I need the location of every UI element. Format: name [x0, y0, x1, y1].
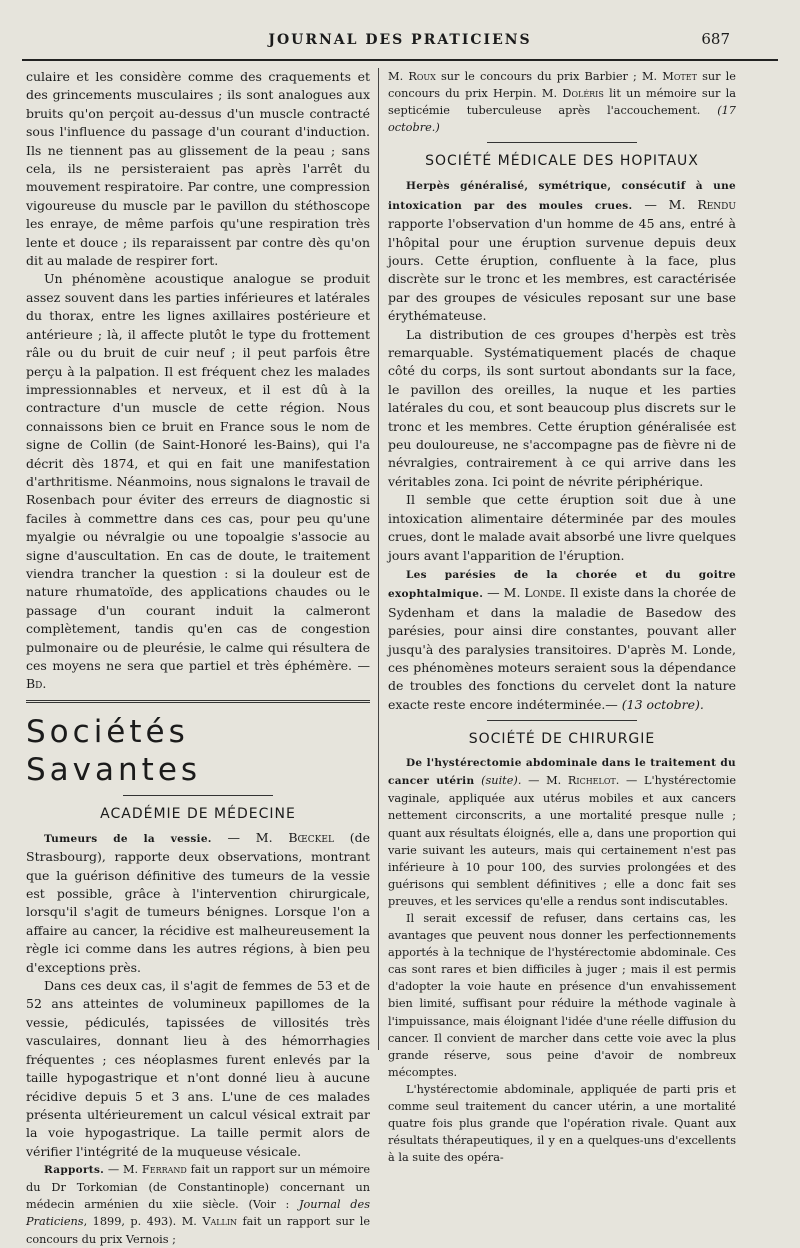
paragraph-text: rapporte l'observation d'un homme de 45 ans, entré à l'hôpital pour une éruption survenue depuis deux jours. Cette éruption, confluente à la face, plus discrète sur le tronc et les membres, est caractérisée par des groupes de vésicules reposant sur une base érythémateuse. — [388, 216, 736, 324]
paragraph — [388, 754, 736, 910]
page-number: 687 — [701, 30, 730, 48]
paragraph-text: fait un rapport sur le concours du prix Vernois ; — [26, 1215, 371, 1246]
paragraph: culaire et les considère comme des craquements et des grincements musculaires ; ils sont analogues aux bruits qu'on perçoit au-dessus d'un muscle contracté sous l'influence du passage d'un courant d'induction. Ils ne tiennent pas au glissement de la peau ; sans cela, ils ne persisteraient pas après l'arrêt du mouvement respiratoire. Par contre, une compression vigoureuse du muscle par le pavillon du stéthoscope les enraye, de même parfois qu'une respiration très lente et douce ; ils reparaissent par contre dès qu'on dit au malade de respirer fort. — [26, 69, 370, 269]
paragraph-text: lit un mémoire sur la septicémie tuberculeuse après l'accouchement. — [388, 87, 737, 118]
run-in-heading: Tumeurs de la vessie. — [44, 832, 212, 845]
paragraph-text: — M. — [483, 585, 521, 601]
paragraph-text: . — L'hystérectomie vaginale, appliquée aux utérus mobiles et aux cancers nettement circonscrits, a une mortalité presque nulle ; quant aux résultats éloignés, elle a, dans une proportion qui varie suivant les auteurs, mais qui certainement n'est pas inférieure à 10 pour 100, des survies prolongées et des guérisons qui semblent définitives ; elle a donc fait ses preuves, et les services qu'elle a rendus sont indiscutables. — [388, 774, 737, 908]
society-heading: SOCIÉTÉ DE CHIRURGIE — [468, 731, 656, 748]
paragraph — [388, 176, 736, 325]
society-heading: ACADÉMIE DE MÉDECINE — [100, 805, 296, 822]
run-in-heading: De l'hystérectomie abdominale dans le traitement du cancer utérin — [388, 757, 736, 788]
paragraph-text: . Il existe dans la chorée de Sydenham et dans la maladie de Basedow des parésies, pour ainsi dire constantes, pouvant aller jusqu'à des paralysies transitoires. D'après M. Londe, ces phénomènes moteurs seraient sous la dépendance de troubles des fonctions du cervelet dont la nature exacte reste encore indéterminée.— — [388, 585, 736, 712]
paragraph-text: fait un rapport sur un mémoire du Dr Torkomian (de Constantinople) concernant un médecin arménien du xiie siècle. (Voir : — [26, 1163, 371, 1212]
author-name: Ferrand — [141, 1163, 187, 1177]
author-signature: Bd. — [26, 676, 47, 692]
paragraph-text: (de Strasbourg), rapporte deux observations, montrant que la guérison définitive des tumeurs de la vessie est possible, grâce à l'intervention chirurgicale, lorsqu'il s'agit de tumeurs bénignes. Lorsque l'on a affaire au cancer, la récidive est malheureusement la règle ici comme dans les autres régions, à bien peu d'exceptions près. — [26, 829, 370, 975]
author-name: Motet — [662, 70, 697, 83]
paragraph: Il semble que cette éruption soit due à une intoxication alimentaire déterminée par des moules crues, dont le malade avait absorbé une livre quelques jours avant l'apparition de l'éruption. — [388, 492, 736, 563]
header-rule — [22, 59, 778, 61]
divider — [487, 720, 637, 721]
section-rule — [26, 700, 370, 703]
paragraph: Dans ces deux cas, il s'agit de femmes de 53 et de 52 ans atteintes de volumineux papillomes de la vessie, pédiculés, tapissées de villosités très vasculaires, donnant lieu à des hémorrhagies fréquentes ; ces néoplasmes furent enlevés par la taille hypogastrique et n'ont donné lieu à aucune récidive depuis 5 et 3 ans. L'une de ces malades présenta ultérieurement un calcul vésical extrait par la voie hypogastrique. La taille permit alors de vérifier l'intégrité de la muqueuse vésicale. — [26, 978, 370, 1159]
paragraph — [388, 565, 736, 714]
run-in-heading: Rapports. — [44, 1164, 105, 1177]
author-name: Rendu — [697, 196, 736, 212]
paragraph-text: — M. — [521, 774, 562, 788]
paragraph — [26, 829, 370, 977]
column-divider — [378, 68, 379, 1050]
paragraph-text: — M. — [211, 829, 273, 845]
paragraph: La distribution de ces groupes d'herpès est très remarquable. Systématiquement placés de chaque côté du corps, ils sont surtout abondants sur la face, le pavillon des oreilles, la nuque et les parties latérales du cou, et sont beaucoup plus discrets sur le tronc et les membres. Cette éruption généralisée est peu douloureuse, ne s'accompagne pas de fièvre ni de névralgies, contrairement à ce qui arrive dans les véritables zona. Ici point de névrite périphérique. — [388, 326, 736, 489]
paragraph-text: M. — [388, 70, 404, 83]
author-name: Roux — [408, 70, 436, 83]
running-title: JOURNAL DES PRATICIENS — [268, 32, 532, 48]
author-name: Richelot — [567, 774, 616, 788]
right-column — [388, 68, 736, 1166]
paragraph — [388, 68, 736, 136]
society-heading: SOCIÉTÉ MÉDICALE DES HOPITAUX — [425, 153, 699, 170]
divider — [123, 795, 273, 796]
journal-reference: Journal des Praticiens — [26, 1198, 370, 1229]
author-name: Bœckel — [288, 829, 334, 845]
section-title: Sociétés Savantes — [26, 713, 202, 788]
paragraph-text: sur le concours du prix Herpin. M. — [388, 70, 736, 101]
author-name: Doléris — [562, 87, 604, 101]
author-name: Londe — [524, 585, 562, 601]
paragraph-text: Un phénomène acoustique analogue se produit assez souvent dans les parties inférieures et latérales du thorax, entre les lignes axillaires postérieure et antérieure ; là, il affecte plutôt le type du frottement râle ou du bruit de cuir neuf ; il peut parfois être perçu à la palpation. Il est fréquent chez les malades impressionnables et nerveux, et il est dû à la contracture d'un muscle de cette région. Nous connaissons bien ce bruit en France sous le nom de signe de Collin (de Saint-Honoré les-Bains), qui l'a décrit dès 1874, et qui en fait une manifestation d'arthritisme. Néanmoins, nous signalons le travail de Rosenbach pour éviter des erreurs de diagnostic si faciles à commettre dans ces cas, pour peu qu'une myalgie ou névralgie ou une topoalgie s'associe au signe d'auscultation. En cas de doute, le traitement viendra trancher la question : si la douleur est de nature rhumatoïde, des applications chaudes ou le passage d'un courant induit la calmeront complètement, tandis qu'en cas de congestion pulmonaire ou de pleurésie, le calme qui résultera de ces moyens ne sera que partiel et très éphémère. — — [26, 271, 370, 673]
author-name: Vallin — [202, 1215, 238, 1229]
run-in-heading: Herpès généralisé, symétrique, consécutif à une intoxication par des moules crues. — [388, 180, 736, 212]
paragraph — [26, 1161, 370, 1247]
paragraph-text: — M. — [632, 196, 686, 212]
page-header — [22, 26, 778, 60]
paragraph — [26, 270, 370, 693]
suite-note: (suite). — [481, 774, 522, 788]
run-in-heading: Les parésies de la chorée et du goitre exophtalmique. — [388, 568, 736, 601]
session-date: (13 octobre). — [621, 696, 704, 712]
paragraph-text: sur le concours du prix Barbier ; M. — [435, 70, 658, 83]
paragraph-text: — M. — [104, 1163, 139, 1177]
divider — [487, 142, 637, 143]
paragraph: Il serait excessif de refuser, dans certains cas, les avantages que peuvent nous donner les perfectionnements apportés à la technique de l'hystérectomie abdominale. Ces cas sont rares et bien difficiles à juger ; mais il est permis d'adopter la voie haute en présence d'un envahissement bien limité, suffisant pour réduire la méthode vaginale à l'impuissance, mais éloignant l'idée d'une réelle diffusion du cancer. Il convient de marcher dans cette voie avec la plus grande réserve, sous peine d'avoir de nombreux mécomptes. — [388, 912, 736, 1079]
left-column — [26, 68, 370, 1248]
paragraph: L'hystérectomie abdominale, appliquée de parti pris et comme seul traitement du cancer utérin, a une mortalité quatre fois plus grande que l'opération rivale. Quant aux résultats thérapeutiques, il y en a quelques-uns d'excellents à la suite des opéra- — [388, 1082, 736, 1165]
session-date: (17 octobre.) — [388, 104, 736, 135]
paragraph-text: , 1899, p. 493). M. — [83, 1215, 197, 1229]
